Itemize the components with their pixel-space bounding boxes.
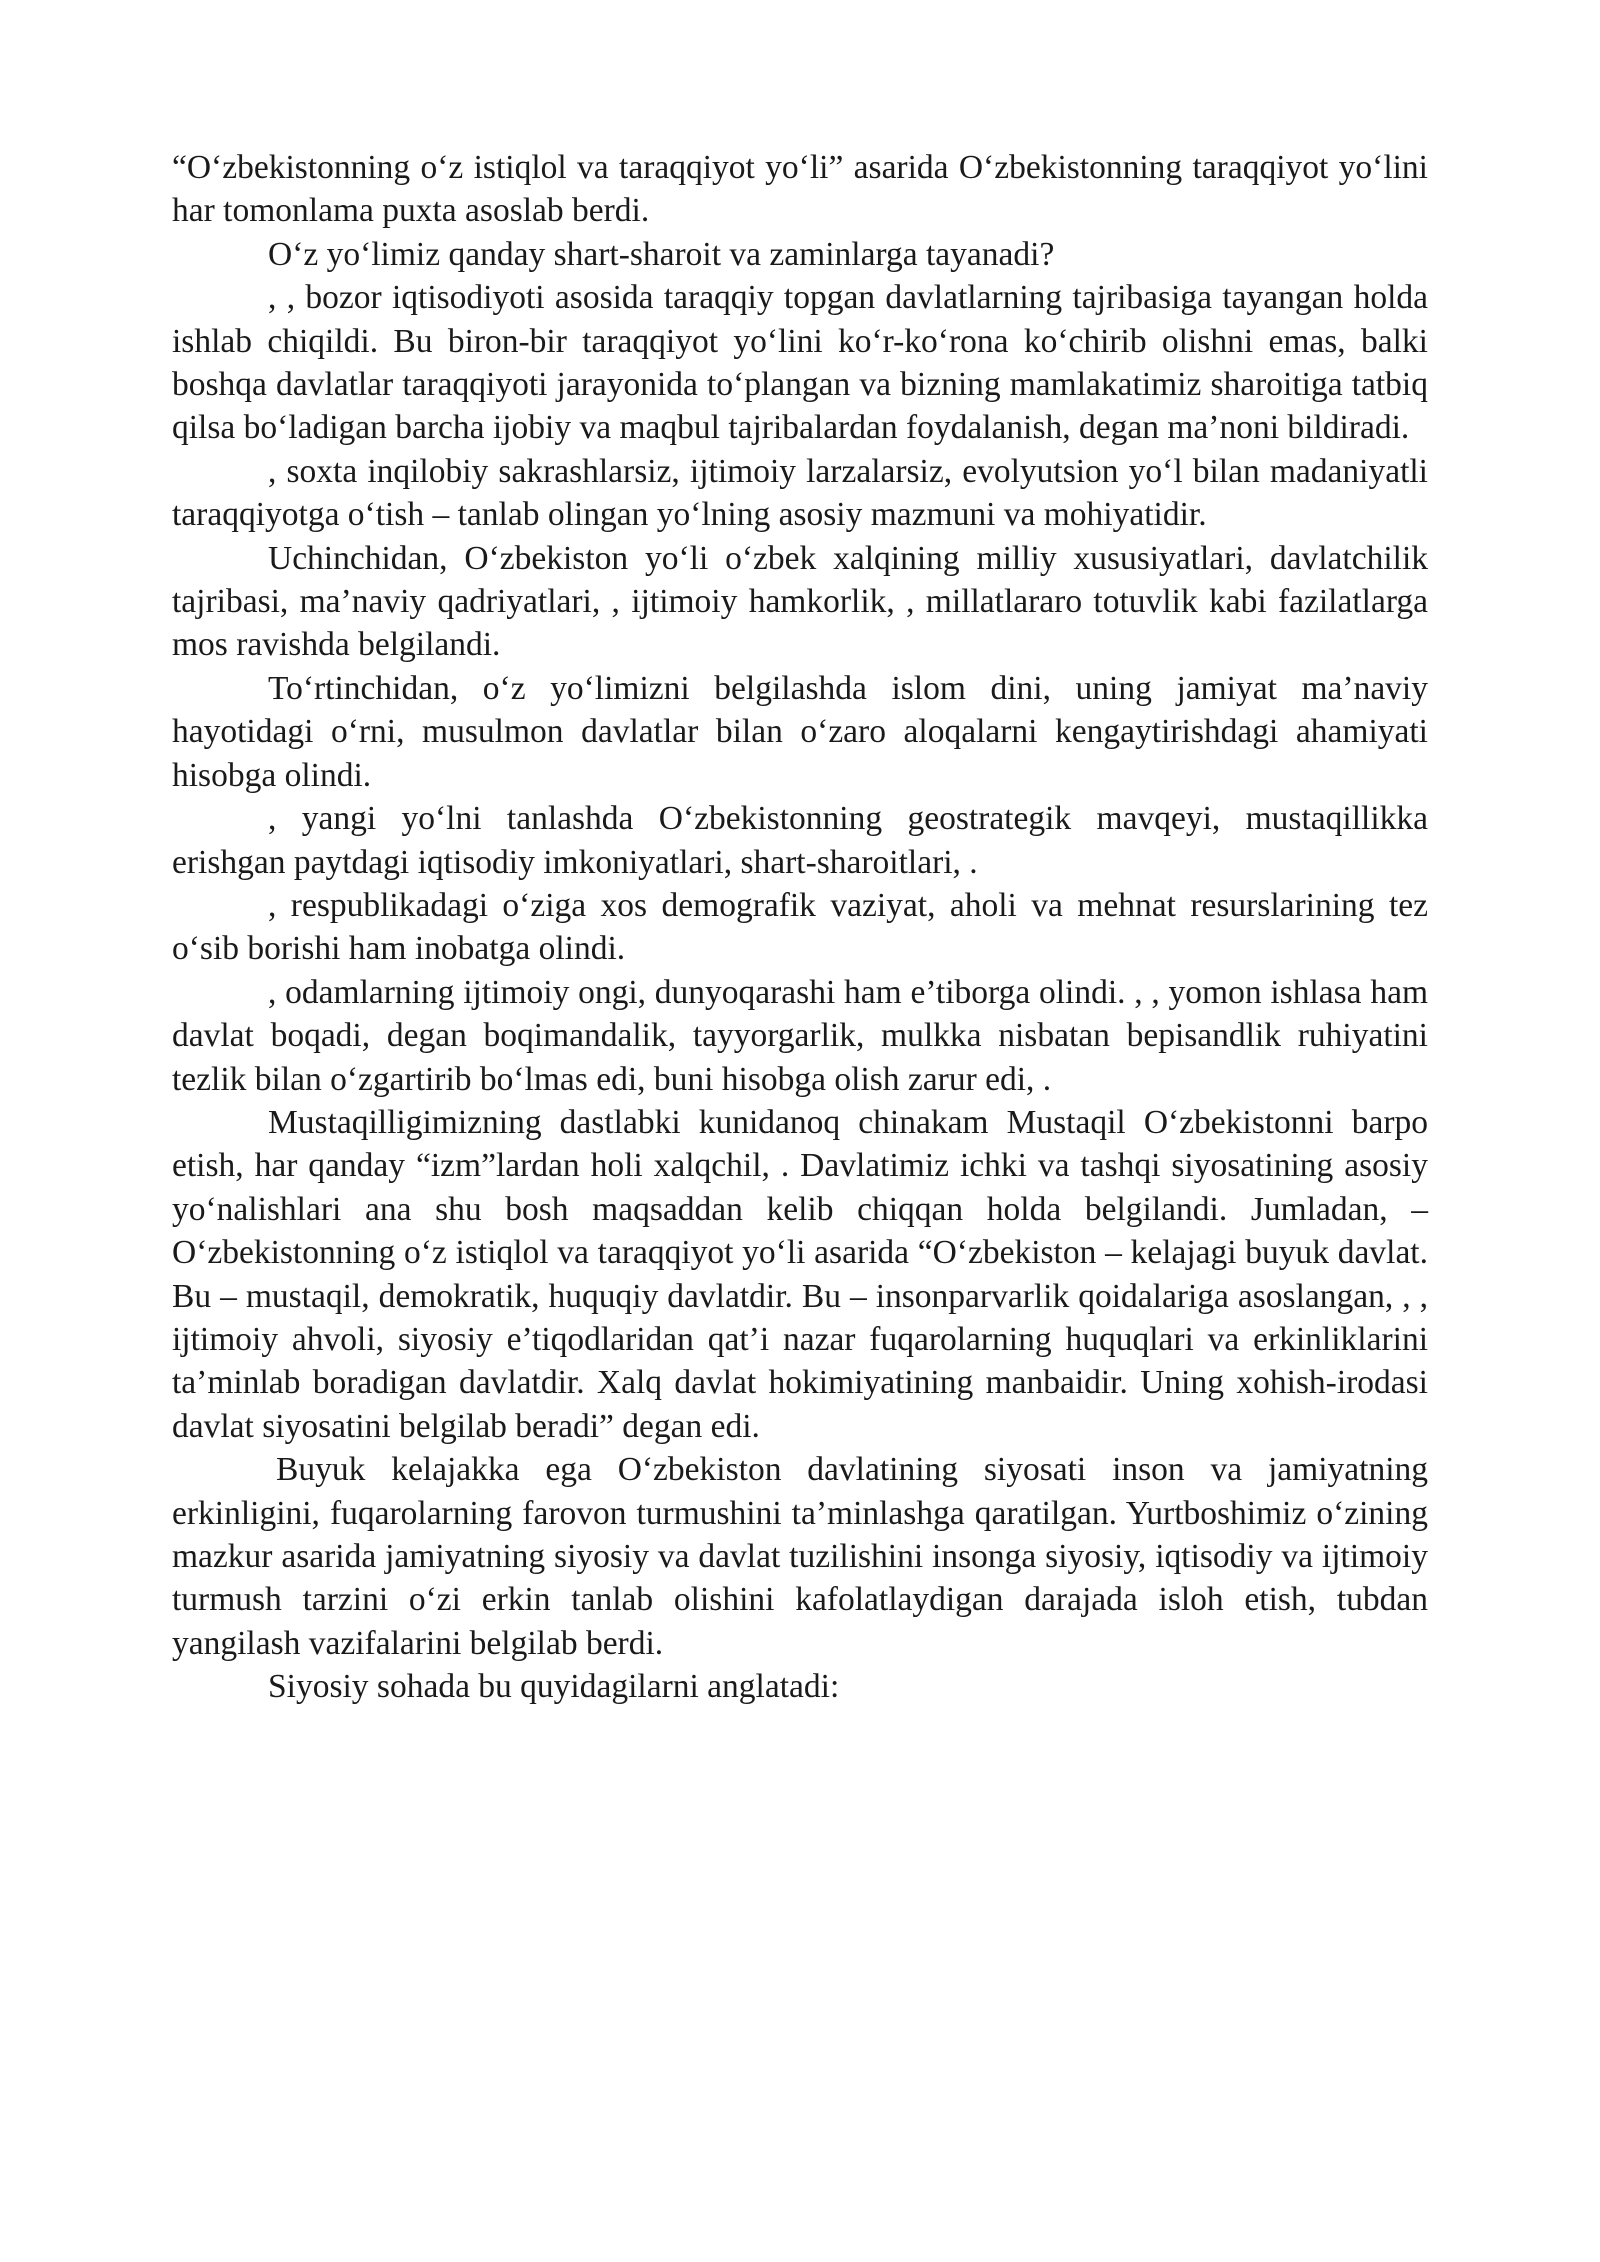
paragraph: , odamlarning ijtimoiy ongi, dunyoqarashi ham e’tiborga olindi. , , yomon ishlasa ham davlat boqadi, degan boqimandalik, tayyorgarlik, mulkka nisbatan bepisandlik ruhiyatini tezlik bilan o‘zgartirib bo‘lmas edi, buni hisobga olish zarur edi, . xyxy=(172,973,1428,1098)
paragraph: To‘rtinchidan, o‘z yo‘limizni belgilashda islom dini, uning jamiyat ma’naviy hayotidagi o‘rni, musulmon davlatlar bilan o‘zaro aloqalarni kengaytirishdagi ahamiyati hisobga olindi. xyxy=(172,669,1428,794)
paragraph: , soxta inqilobiy sakrashlarsiz, ijtimoiy larzalarsiz, evolyutsion yo‘l bilan madaniyatli taraqqiyotga o‘tish – tanlab olingan yo‘lning asosiy mazmuni va mohiyatidir. xyxy=(172,452,1428,534)
paragraph: Mustaqilligimizning dastlabki kunidanoq chinakam Mustaqil O‘zbekistonni barpo etish, har qanday “izm”lardan holi xalqchil, . Davlatimiz ichki va tashqi siyosatining asosiy yo‘nalishlari ana shu bosh maqsaddan kelib chiqqan holda belgilandi. Jumladan, – O‘zbekistonning o‘z istiqlol va taraqqiyot yo‘li asarida “O‘zbekiston – kelajagi buyuk davlat. Bu – mustaqil, demokratik, huquqiy davlatdir. Bu – insonparvarlik qoidalariga asoslangan, , , ijtimoiy ahvoli, siyosiy e’tiqodlaridan qat’i nazar fuqarolarning huquqlari va erkinliklarini ta’minlab boradigan davlatdir. Xalq davlat hokimiyatining manbaidir. Uning xohish-irodasi davlat siyosatini belgilab beradi” degan edi. xyxy=(172,1103,1428,1445)
paragraph: , respublikadagi o‘ziga xos demografik vaziyat, aholi va mehnat resurslarining tez o‘sib borishi ham inobatga olindi. xyxy=(172,886,1428,968)
paragraph: , , bozor iqtisodiyoti asosida taraqqiy topgan davlatlarning tajribasiga tayangan holda ishlab chiqildi. Bu biron-bir taraqqiyot yo‘lini ko‘r-ko‘rona ko‘chirib olishni emas, balki boshqa davlatlar taraqqiyoti jarayonida to‘plangan va bizning mamlakatimiz sharoitiga tatbiq qilsa bo‘ladigan barcha ijobiy va maqbul tajribalardan foydalanish, degan ma’noni bildiradi. xyxy=(172,279,1428,447)
paragraph: “O‘zbekistonning o‘z istiqlol va taraqqiyot yo‘li” asarida O‘zbekistonning taraqqiyot yo‘lini har tomonlama puxta asoslab berdi. xyxy=(172,149,1428,230)
document-body xyxy=(172,146,1428,1709)
paragraph: Siyosiy sohada bu quyidagilarni anglatadi: xyxy=(268,1668,840,1706)
paragraph: O‘z yo‘limiz qanday shart-sharoit va zaminlarga tayanadi? xyxy=(268,235,1055,273)
paragraph: , yangi yo‘lni tanlashda O‘zbekistonning geostrategik mavqeyi, mustaqillikka erishgan paytdagi iqtisodiy imkoniyatlari, shart-sharoitlari, . xyxy=(172,800,1428,881)
paragraph: Uchinchidan, O‘zbekiston yo‘li o‘zbek xalqining milliy xususiyatlari, davlatchilik tajribasi, ma’naviy qadriyatlari, , ijtimoiy hamkorlik, , millatlararo totuvlik kabi fazilatlarga mos ravishda belgilandi. xyxy=(172,539,1428,664)
paragraph: Buyuk kelajakka ega O‘zbekiston davlatining siyosati inson va jamiyatning erkinligini, fuqarolarning farovon turmushini ta’minlashga qaratilgan. Yurtboshimiz o‘zining mazkur asarida jamiyatning siyosiy va davlat tuzilishini insonga siyosiy, iqtisodiy va ijtimoiy turmush tarzini o‘zi erkin tanlab olishini kafolatlaydigan darajada isloh etish, tubdan yangilash vazifalarini belgilab berdi. xyxy=(172,1451,1428,1662)
